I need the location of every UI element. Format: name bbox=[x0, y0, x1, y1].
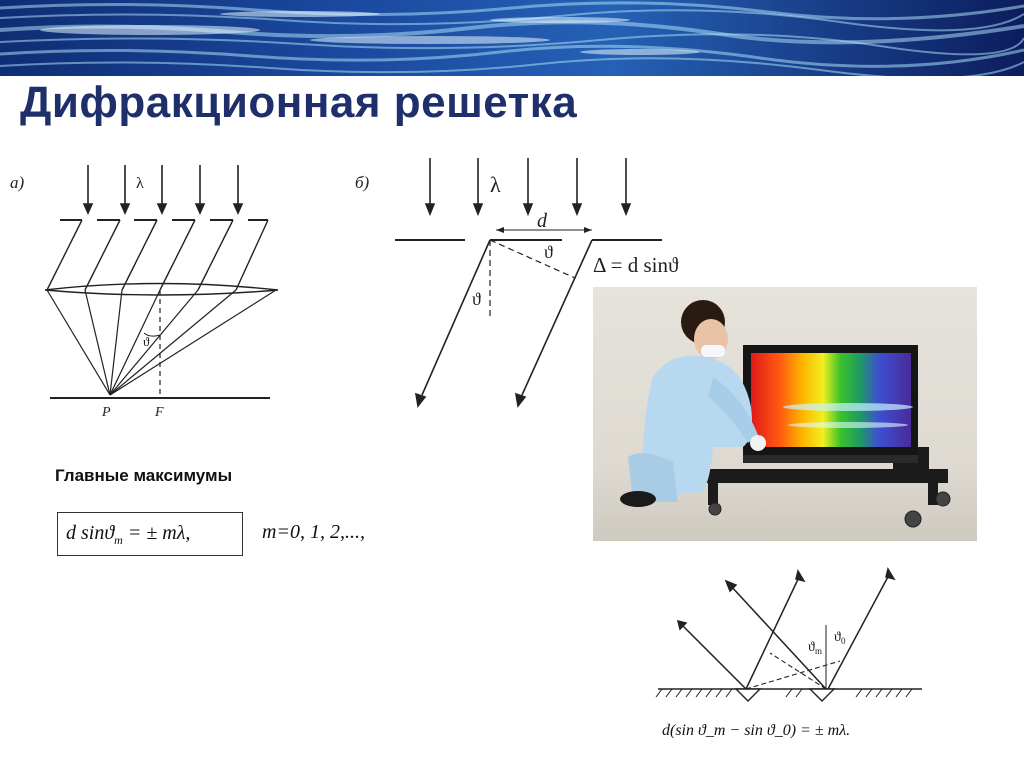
header-banner bbox=[0, 0, 1024, 76]
diagram-b-label: б) bbox=[355, 173, 370, 192]
diagram-a-point-f: F bbox=[155, 405, 164, 420]
principal-maxima-caption: Главные максимумы bbox=[55, 466, 233, 485]
formula-rhs: = ± mλ, bbox=[122, 522, 191, 544]
formula-lhs: d sinϑ bbox=[66, 522, 115, 544]
diagram-a-point-p: P bbox=[102, 405, 111, 420]
main-formula-box bbox=[57, 512, 243, 556]
diagram-a-wavelength: λ bbox=[136, 175, 144, 192]
formula-subscript: m bbox=[114, 533, 123, 547]
reflection-angle-m: $ϑ_m$ bbox=[808, 640, 822, 656]
path-difference-formula: Δ = d sinϑ bbox=[593, 253, 679, 277]
main-formula bbox=[66, 522, 190, 548]
diagram-b-period: d bbox=[537, 210, 547, 232]
diagram-b-angle-top: ϑ bbox=[544, 242, 553, 262]
diagram-b-angle-bottom: ϑ bbox=[472, 289, 481, 309]
reflection-grating-formula: d(sin ϑ_m − sin ϑ_0) = ± mλ. bbox=[662, 722, 851, 739]
grating-lens-diagram bbox=[0, 150, 300, 430]
reflection-angle-0: $ϑ_0$ bbox=[834, 630, 846, 646]
reflection-grating-diagram bbox=[650, 565, 930, 715]
person-with-diffraction-grating-photo bbox=[593, 287, 977, 541]
slide-title: Дифракционная решетка bbox=[20, 78, 578, 127]
diagram-a-label: а) bbox=[10, 173, 25, 192]
diagram-b-wavelength: λ bbox=[490, 172, 501, 197]
order-values: m=0, 1, 2,..., bbox=[262, 521, 365, 543]
diagram-a-angle: ϑ bbox=[143, 334, 150, 349]
